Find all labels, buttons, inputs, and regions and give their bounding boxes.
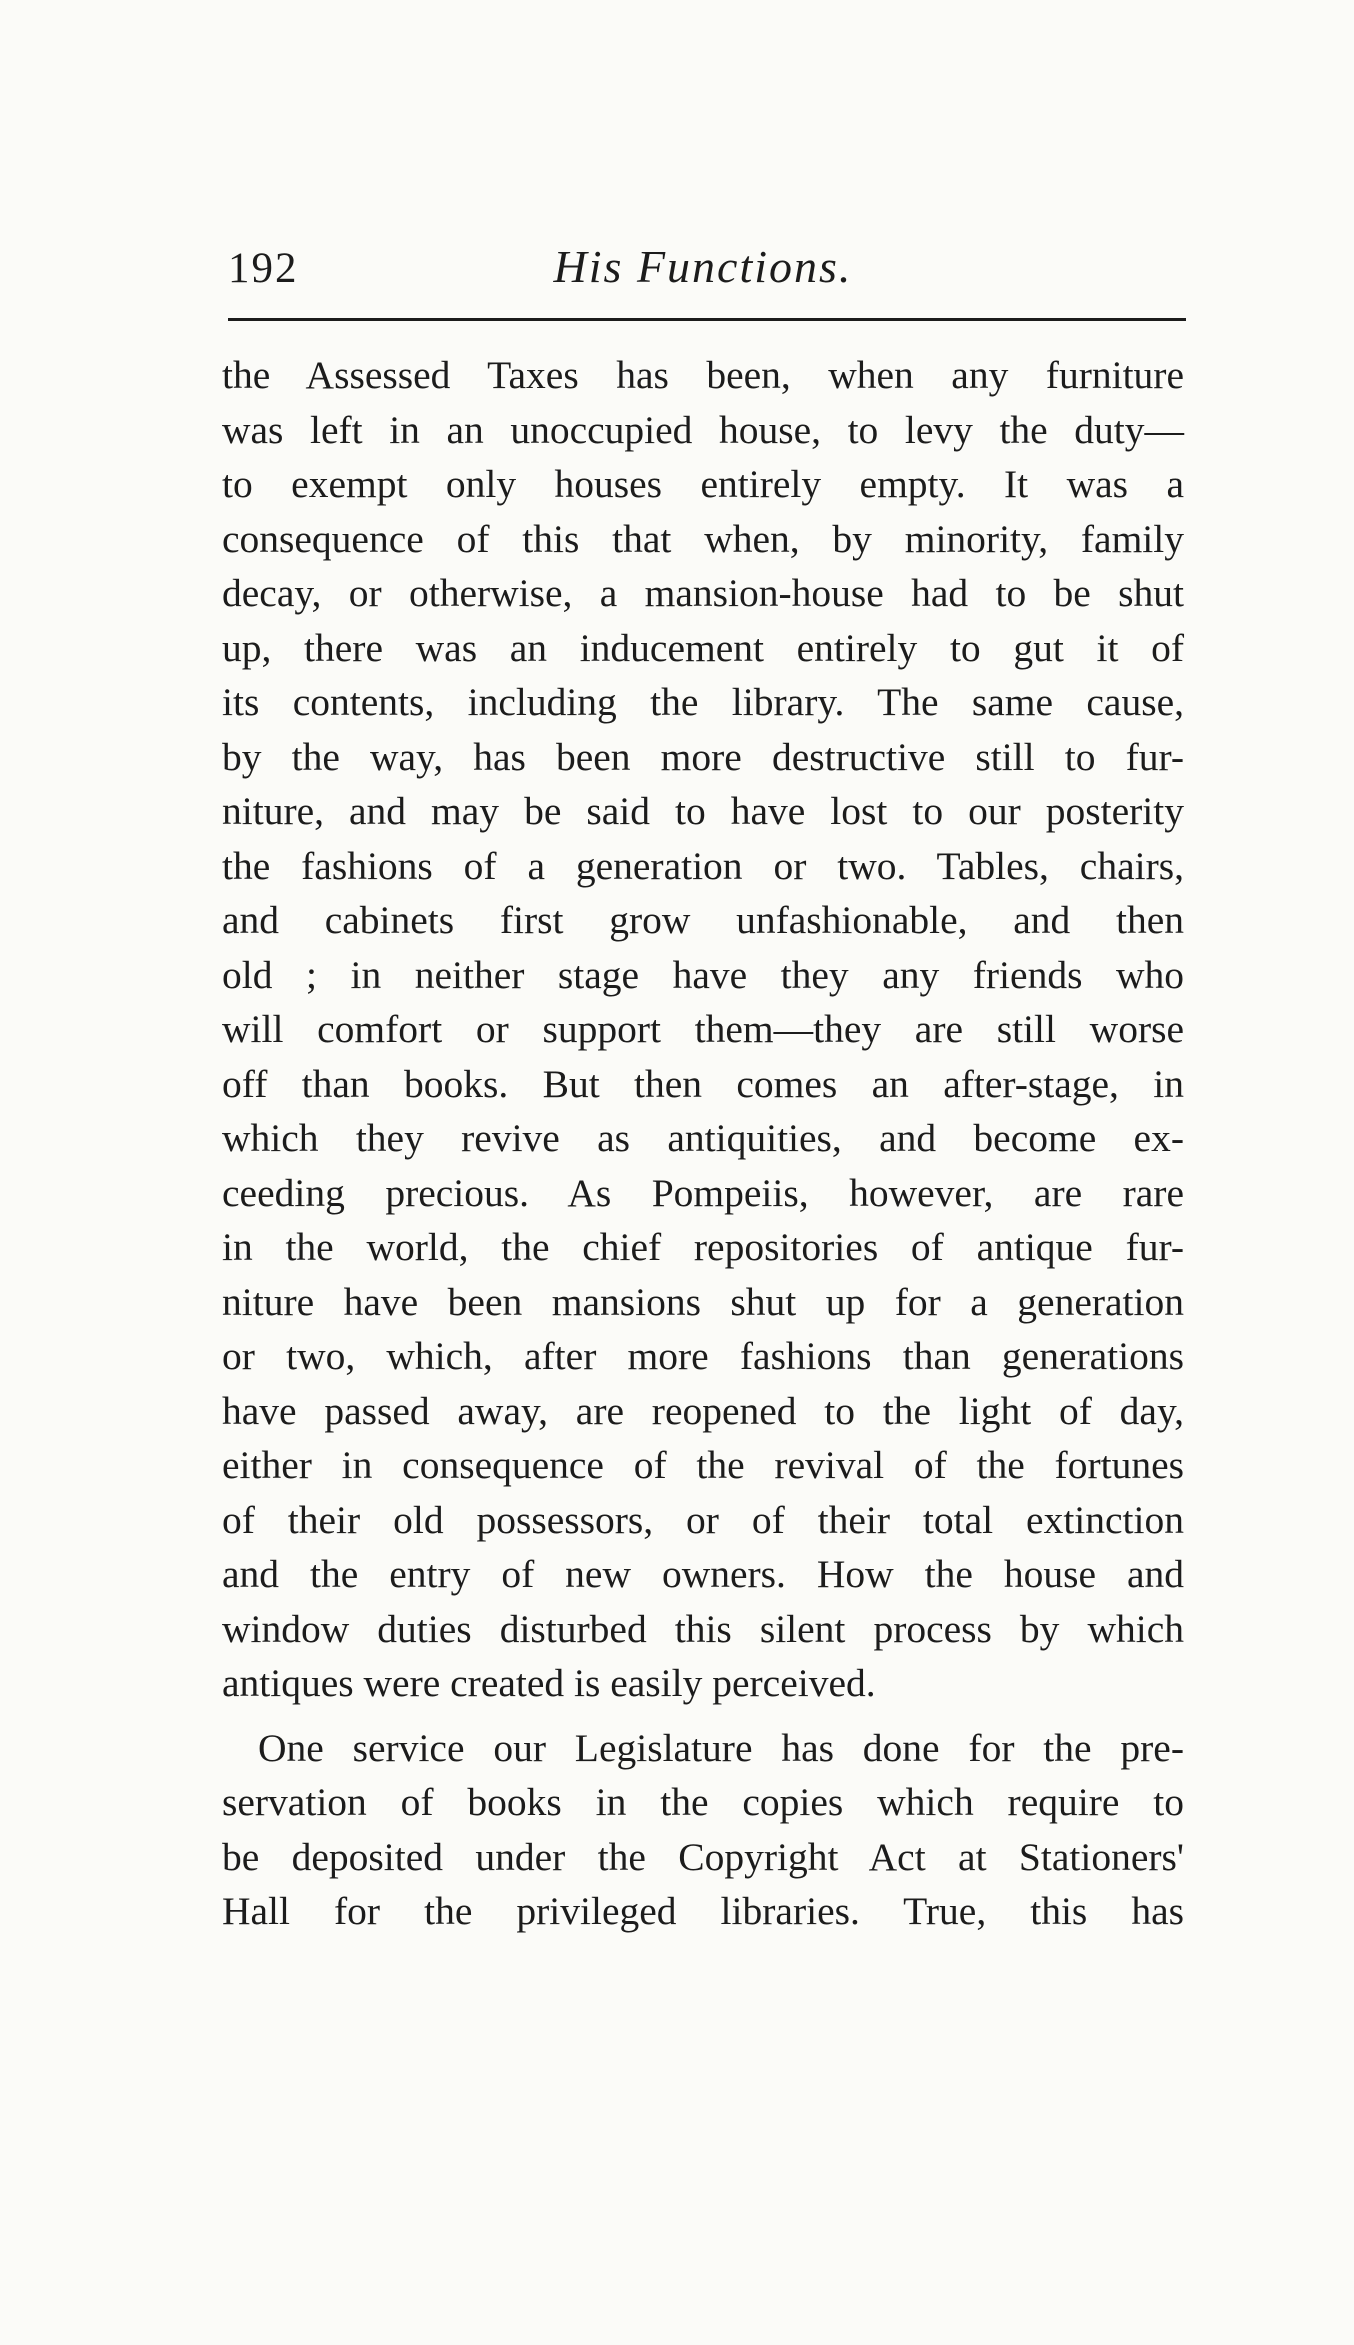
paragraph-2 xyxy=(222,1721,1184,1939)
text-line: either in consequence of the revival of the fortunes xyxy=(222,1443,1184,1487)
text-line: consequence of this that when, by minority, family xyxy=(222,516,1184,561)
text-line: which they revive as antiquities, and become ex- xyxy=(222,1116,1184,1160)
text-line: by the way, has been more destructive still to fur- xyxy=(222,734,1184,779)
text-line: decay, or otherwise, a mansion-house had to be shut xyxy=(222,571,1184,615)
paragraph-gap xyxy=(222,1711,1184,1721)
body-text xyxy=(222,348,1184,1939)
text-line: and the entry of new owners. How the house and xyxy=(222,1552,1184,1596)
text-line: was left in an unoccupied house, to levy the duty— xyxy=(222,407,1184,452)
text-line: or two, which, after more fashions than generations xyxy=(222,1334,1184,1378)
text-line: of their old possessors, or of their total extinction xyxy=(222,1497,1184,1542)
text-line: old ; in neither stage have they any friends who xyxy=(222,952,1184,997)
text-line: off than books. But then comes an after-stage, in xyxy=(222,1061,1184,1106)
running-head xyxy=(222,232,1184,302)
header-rule xyxy=(228,318,1186,321)
text-line: the Assessed Taxes has been, when any furniture xyxy=(222,353,1184,397)
text-line: the fashions of a generation or two. Tables, chairs, xyxy=(222,843,1184,888)
text-line: its contents, including the library. The same cause, xyxy=(222,680,1184,724)
text-line: servation of books in the copies which require to xyxy=(222,1780,1184,1824)
text-line: to exempt only houses entirely empty. It was a xyxy=(222,462,1184,506)
text-line: ceeding precious. As Pompeiis, however, are rare xyxy=(222,1170,1184,1215)
text-line: in the world, the chief repositories of antique fur- xyxy=(222,1225,1184,1269)
text-line: will comfort or support them—they are still worse xyxy=(222,1007,1184,1051)
text-line: and cabinets first grow unfashionable, and then xyxy=(222,898,1184,942)
running-title: His Functions. xyxy=(553,241,853,292)
text-line: up, there was an inducement entirely to gut it of xyxy=(222,625,1184,670)
text-line: window duties disturbed this silent process by which xyxy=(222,1606,1184,1651)
text-line: be deposited under the Copyright Act at Stationers' xyxy=(222,1834,1184,1879)
text-line: Hall for the privileged libraries. True, this has xyxy=(222,1889,1184,1933)
text-line: niture, and may be said to have lost to our posterity xyxy=(222,789,1184,833)
paragraph-1 xyxy=(222,348,1184,1711)
text-line: One service our Legislature has done for the pre- xyxy=(258,1725,1184,1770)
text-line: antiques were created is easily perceived. xyxy=(222,1661,876,1705)
page-number: 192 xyxy=(228,245,299,292)
text-line: have passed away, are reopened to the light of day, xyxy=(222,1388,1184,1433)
text-line: niture have been mansions shut up for a generation xyxy=(222,1279,1184,1324)
